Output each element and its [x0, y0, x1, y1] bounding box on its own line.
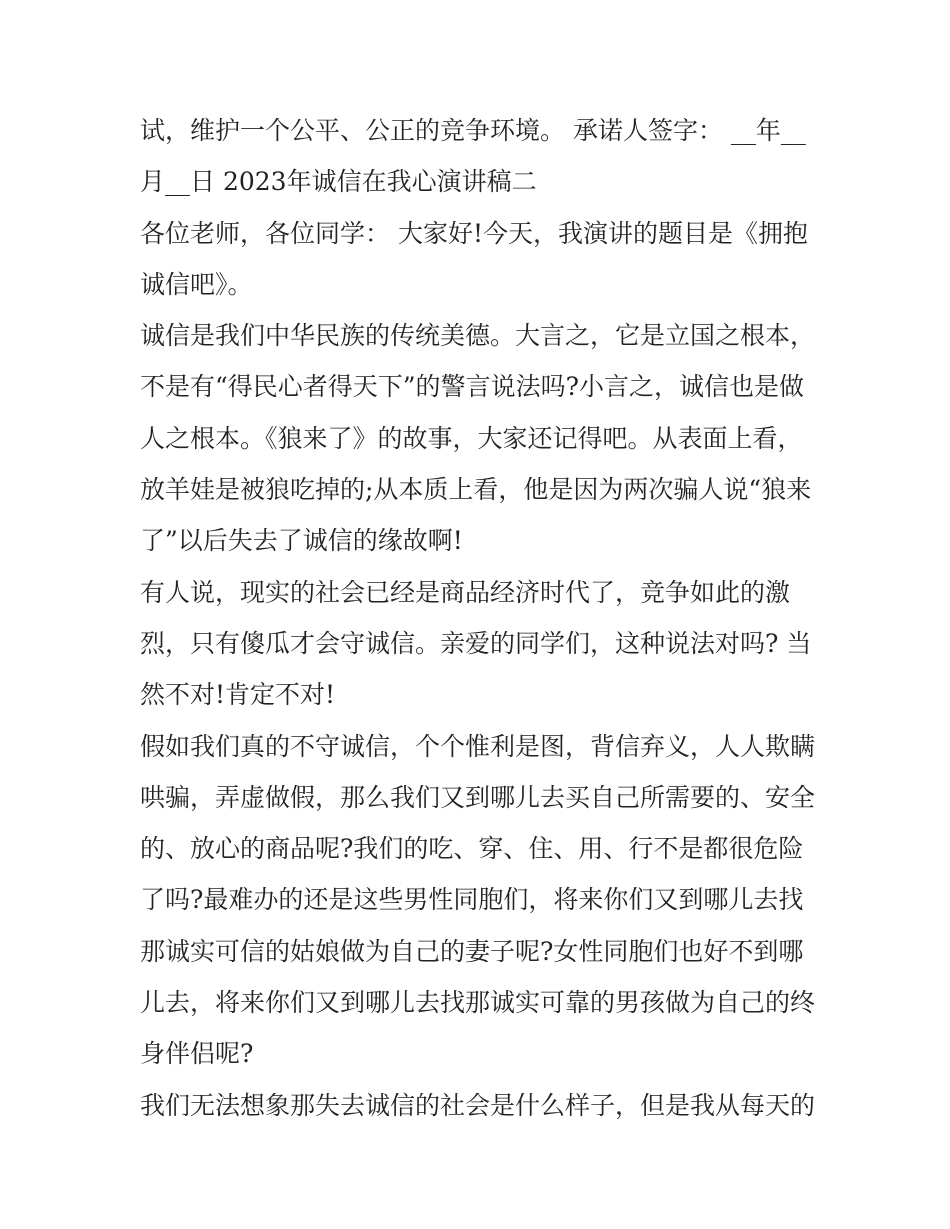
text-line: 了吗?最难办的还是这些男性同胞们，将来你们又到哪儿去找: [140, 885, 804, 915]
text-line: 月__日 2023年诚信在我心演讲稿二: [140, 167, 537, 197]
text-line: 诚信吧》。: [140, 269, 253, 299]
text-line: 我们无法想象那失去诚信的社会是什么样子，但是我从每天的: [140, 1090, 816, 1120]
text-line: 然不对!肯定不对!: [140, 680, 336, 710]
text-line: 各位老师，各位同学： 大家好!今天，我演讲的题目是《拥抱: [140, 218, 808, 248]
text-line: 人之根本。《狼来了》的故事，大家还记得吧。从表面上看，: [140, 423, 803, 453]
text-line: 试，维护一个公平、公正的竞争环境。 承诺人签字： __年__: [140, 116, 806, 145]
text-line: 烈，只有傻瓜才会守诚信。亲爱的同学们，这种说法对吗? 当: [140, 628, 812, 658]
text-line: 儿去，将来你们又到哪儿去找那诚实可靠的男孩做为自己的终: [140, 988, 816, 1018]
text-line: 了”以后失去了诚信的缘故啊!: [140, 526, 463, 556]
text-line: 有人说，现实的社会已经是商品经济时代了，竞争如此的激: [140, 577, 791, 607]
text-line: 放羊娃是被狼吃掉的;从本质上看，他是因为两次骗人说“狼来: [140, 475, 812, 505]
document-body: [140, 105, 820, 1131]
text-line: 的、放心的商品呢?我们的吃、穿、住、用、行不是都很危险: [140, 834, 804, 864]
text-line: 哄骗，弄虚做假，那么我们又到哪儿去买自己所需要的、安全: [140, 782, 816, 812]
text-line: 诚信是我们中华民族的传统美德。大言之，它是立国之根本，: [140, 321, 816, 351]
text-line: 假如我们真的不守诚信，个个惟利是图，背信弃义，人人欺瞒: [140, 731, 816, 761]
text-line: 那诚实可信的姑娘做为自己的妻子呢?女性同胞们也好不到哪: [140, 936, 804, 966]
text-line: 身伴侣呢?: [140, 1039, 254, 1069]
text-line: 不是有“得民心者得天下”的警言说法吗?小言之，诚信也是做: [140, 372, 804, 402]
